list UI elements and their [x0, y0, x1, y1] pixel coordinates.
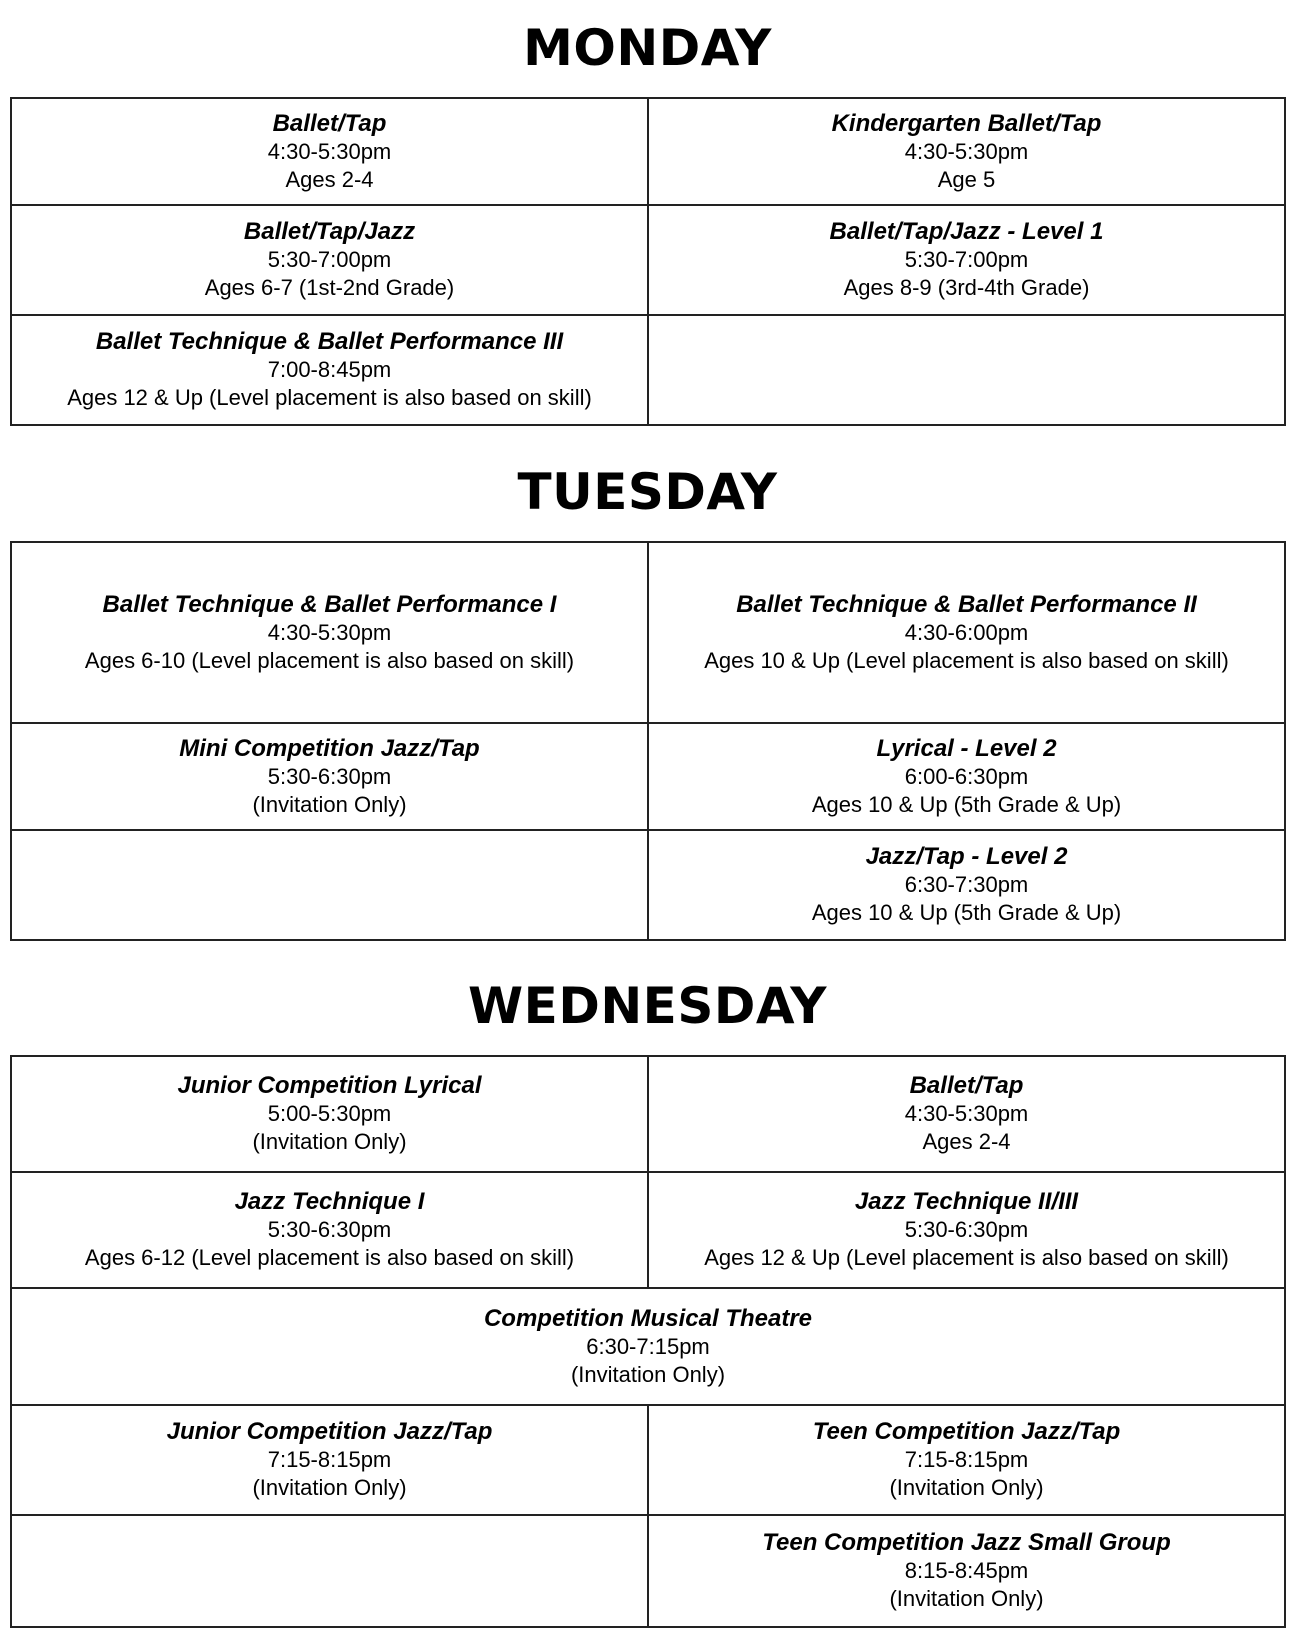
- table-row: [11, 723, 1285, 830]
- class-time: 5:30-6:30pm: [267, 1217, 392, 1242]
- class-cell: [11, 1288, 1285, 1405]
- class-name: Ballet/Tap: [909, 1072, 1024, 1099]
- class-note: Ages 10 & Up (5th Grade & Up): [811, 900, 1122, 925]
- class-name: Ballet Technique & Ballet Performance II: [736, 590, 1197, 618]
- empty-cell: [11, 830, 648, 940]
- class-note: Ages 8-9 (3rd-4th Grade): [843, 275, 1090, 300]
- class-name: Mini Competition Jazz/Tap: [179, 734, 480, 762]
- class-cell: [648, 830, 1285, 940]
- class-note: Ages 6-7 (1st-2nd Grade): [204, 275, 455, 300]
- class-note: Ages 2-4: [922, 1129, 1011, 1154]
- class-cell: [11, 723, 648, 830]
- class-time: 4:30-5:30pm: [904, 138, 1029, 164]
- class-name: Jazz/Tap - Level 2: [865, 843, 1068, 870]
- class-note: (Invitation Only): [252, 1129, 407, 1154]
- class-name: Teen Competition Jazz/Tap: [812, 1418, 1121, 1445]
- class-note: Ages 6-12 (Level placement is also based on skill): [84, 1245, 575, 1270]
- class-time: 8:15-8:45pm: [904, 1558, 1029, 1583]
- table-row: [11, 205, 1285, 315]
- class-time: 6:00-6:30pm: [904, 763, 1029, 789]
- class-note: Ages 10 & Up (5th Grade & Up): [811, 791, 1122, 817]
- empty-cell: [648, 315, 1285, 425]
- class-cell: [648, 1172, 1285, 1288]
- class-time: 7:15-8:15pm: [904, 1447, 1029, 1472]
- table-row: [11, 1405, 1285, 1515]
- class-cell: [648, 1405, 1285, 1515]
- class-cell: [11, 542, 648, 723]
- tuesday-schedule-table: [10, 541, 1286, 941]
- class-name: Ballet/Tap/Jazz - Level 1: [829, 218, 1104, 245]
- class-cell: [648, 1056, 1285, 1172]
- class-time: 5:30-6:30pm: [904, 1217, 1029, 1242]
- class-time: 4:30-6:00pm: [904, 619, 1029, 645]
- class-note: Ages 10 & Up (Level placement is also based on skill): [704, 647, 1229, 673]
- class-time: 4:30-5:30pm: [904, 1101, 1029, 1126]
- class-name: Competition Musical Theatre: [483, 1304, 813, 1332]
- class-cell: [11, 315, 648, 425]
- class-note: (Invitation Only): [889, 1586, 1044, 1611]
- class-note: Ages 6-10 (Level placement is also based on skill): [84, 647, 575, 673]
- table-row: [11, 98, 1285, 205]
- class-time: 6:30-7:15pm: [586, 1333, 710, 1359]
- class-note: (Invitation Only): [570, 1361, 726, 1387]
- day-title-wednesday: WEDNESDAY: [468, 977, 827, 1035]
- table-row: [11, 1515, 1285, 1627]
- class-name: Junior Competition Jazz/Tap: [166, 1418, 493, 1445]
- class-name: Ballet Technique & Ballet Performance I: [102, 590, 557, 618]
- table-row: [11, 1288, 1285, 1405]
- class-time: 6:30-7:30pm: [904, 872, 1029, 897]
- class-cell: [11, 205, 648, 315]
- table-row: [11, 830, 1285, 940]
- class-cell: [11, 98, 648, 205]
- class-cell: [648, 205, 1285, 315]
- class-name: Kindergarten Ballet/Tap: [831, 109, 1102, 137]
- class-note: Ages 2-4: [285, 166, 374, 192]
- class-name: Ballet/Tap: [272, 109, 387, 137]
- class-name: Junior Competition Lyrical: [177, 1072, 482, 1099]
- class-cell: [11, 1172, 648, 1288]
- class-cell: [648, 723, 1285, 830]
- class-note: Ages 12 & Up (Level placement is also based on skill): [67, 385, 592, 410]
- class-note: Ages 12 & Up (Level placement is also based on skill): [704, 1245, 1229, 1270]
- day-title-monday: MONDAY: [523, 19, 772, 77]
- class-note: (Invitation Only): [252, 791, 407, 817]
- class-time: 5:30-7:00pm: [904, 247, 1029, 272]
- class-time: 4:30-5:30pm: [267, 138, 392, 164]
- class-note: (Invitation Only): [889, 1475, 1044, 1500]
- class-time: 4:30-5:30pm: [267, 619, 392, 645]
- day-title-tuesday: TUESDAY: [517, 463, 778, 521]
- class-time: 5:00-5:30pm: [267, 1101, 392, 1126]
- class-name: Lyrical - Level 2: [876, 734, 1057, 762]
- class-name: Teen Competition Jazz Small Group: [762, 1529, 1171, 1556]
- class-time: 7:00-8:45pm: [267, 357, 392, 382]
- class-cell: [11, 1056, 648, 1172]
- class-time: 7:15-8:15pm: [267, 1447, 392, 1472]
- table-row: [11, 315, 1285, 425]
- class-name: Ballet Technique & Ballet Performance III: [95, 328, 564, 355]
- class-name: Ballet/Tap/Jazz: [243, 218, 416, 245]
- empty-cell: [11, 1515, 648, 1627]
- monday-schedule-table: [10, 97, 1286, 426]
- table-row: [11, 542, 1285, 723]
- class-time: 5:30-6:30pm: [267, 763, 392, 789]
- class-note: Age 5: [937, 166, 996, 192]
- wednesday-schedule-table: [10, 1055, 1286, 1628]
- class-cell: [648, 542, 1285, 723]
- class-cell: [648, 98, 1285, 205]
- class-name: Jazz Technique I: [234, 1188, 425, 1215]
- table-row: [11, 1172, 1285, 1288]
- class-cell: [11, 1405, 648, 1515]
- class-cell: [648, 1515, 1285, 1627]
- table-row: [11, 1056, 1285, 1172]
- class-name: Jazz Technique II/III: [854, 1188, 1079, 1215]
- class-note: (Invitation Only): [252, 1475, 407, 1500]
- class-time: 5:30-7:00pm: [267, 247, 392, 272]
